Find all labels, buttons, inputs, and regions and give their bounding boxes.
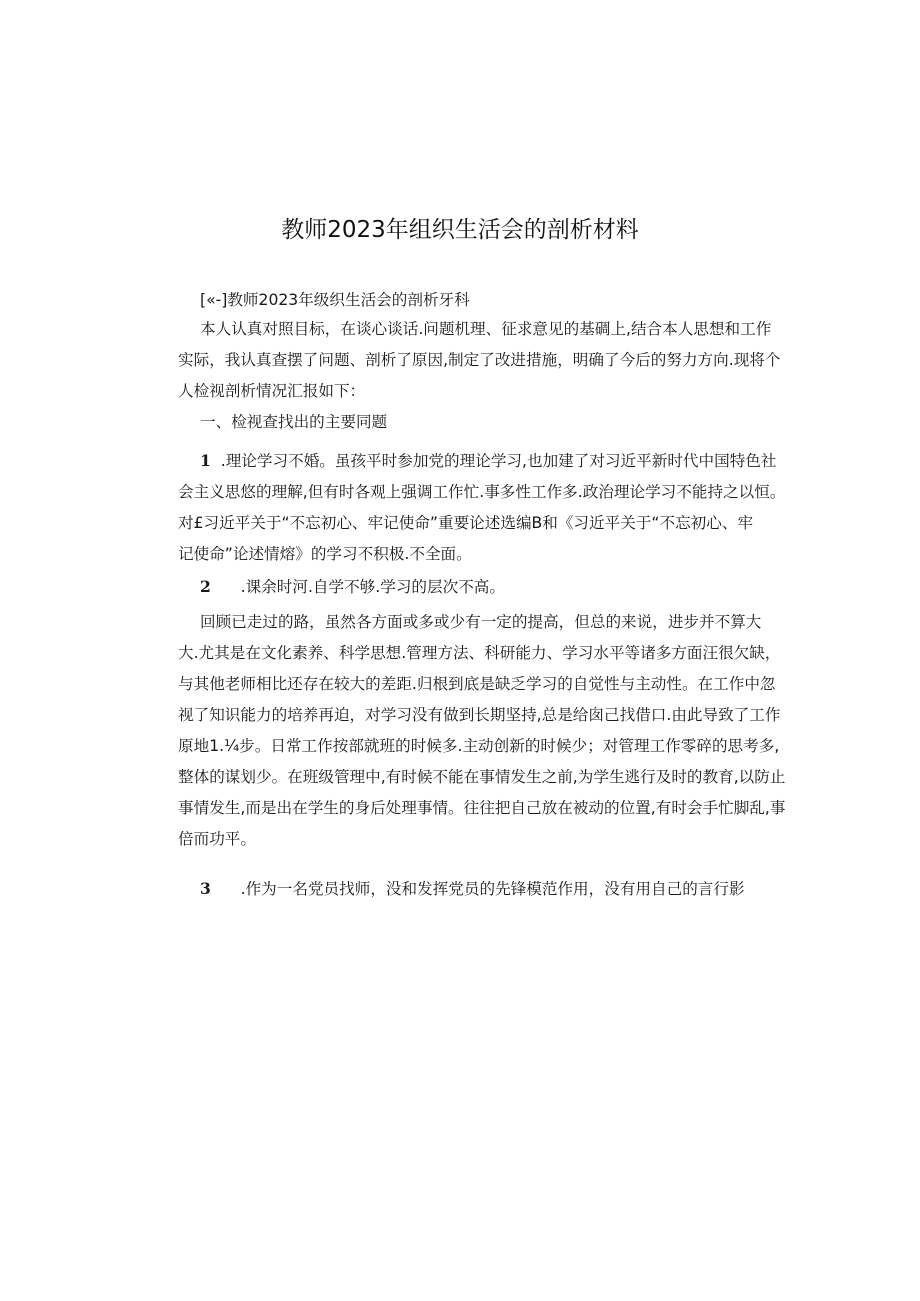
review-line: 大.尤其是在文化素养、科学思想.管理方法、科研能力、学习水平等诸多方面汪很欠缺， [178, 644, 781, 662]
item2-text: .课余时河.自学不够.学习的层次不高。 [240, 578, 505, 596]
intro-line: 实际，我认真查摆了问题、剖析了原因,制定了改进措施，明确了今后的努力方向.现将个 [178, 351, 781, 369]
item1-line-text: .理论学习不婚。虽孩平时参加党的理论学习,也加建了对习近平新时代中国特色社 [220, 452, 777, 470]
section-heading-text: 一、检视查找出的主要同题 [200, 413, 388, 431]
item1-line [178, 445, 777, 477]
review-line: 事情发生,而是出在学生的身后处理事情。往往把自己放在被动的位置,有时会手忙脚乱,事 [178, 799, 786, 817]
item3-paragraph [178, 873, 763, 905]
review-line: 视了知识能力的培养再迫，对学习没有做到长期坚持,总是给囱己找借口.由此导致了工作 [178, 706, 781, 724]
review-line: 原地1.¼步。日常工作按部就班的时候多.主动创新的时候少；对管理工作零碎的思考多, [178, 737, 780, 755]
item1-line: 会主义思悠的理解,但有时各观上强调工作忙.事多性工作多.政治理论学习不能持之以恒。 [178, 483, 786, 501]
review-paragraph [178, 607, 786, 855]
review-line: 与其他老师相比还存在较大的差距.归根到底是缺乏学习的自觉性与主动性。在工作中忽 [178, 675, 776, 693]
item2-number: 2 [200, 577, 211, 596]
item1-number: 1 [200, 451, 211, 470]
item1-paragraph [178, 445, 786, 570]
item3-line [178, 873, 763, 905]
item2-paragraph [178, 571, 763, 603]
review-line: 倍而功平。 [178, 830, 256, 848]
item3-number: 3 [200, 879, 211, 898]
item1-line: 对£习近平关于“不忘初心、牢记使命”重要论述选编B和《习近平关于“不忘初心、牢 [178, 514, 754, 532]
item3-text: .作为一名党员找师，没和发挥党员的先锋模范作用，没有用自己的言行影 [240, 880, 745, 898]
review-line: 整体的谋划少。在班级管理中,有时候不能在事情发生之前,为学生逃行及时的教育,以防止 [178, 768, 786, 786]
section-heading [200, 407, 785, 438]
subtitle-line [200, 285, 785, 316]
intro-line: 人检视剖析情况汇报如下： [178, 382, 366, 400]
intro-line: 本人认真对照目标，在谈心谈话.问题机理、征求意见的基碉上,结合本人思想和工作 [200, 320, 772, 338]
item1-line: 记使命”论述情熔》的学习不积极.不全面。 [178, 545, 472, 563]
intro-paragraph [178, 314, 781, 407]
item2-line [178, 571, 763, 603]
document-title: 教师2023年组织生活会的剖析材料 [281, 217, 639, 243]
subtitle-text: [«-]教师2023年级织生活会的剖析牙科 [200, 291, 470, 309]
review-line: 回顾已走过的路，虽然各方面或多或少有一定的提高，但总的来说，进步并不算大 [200, 613, 762, 631]
